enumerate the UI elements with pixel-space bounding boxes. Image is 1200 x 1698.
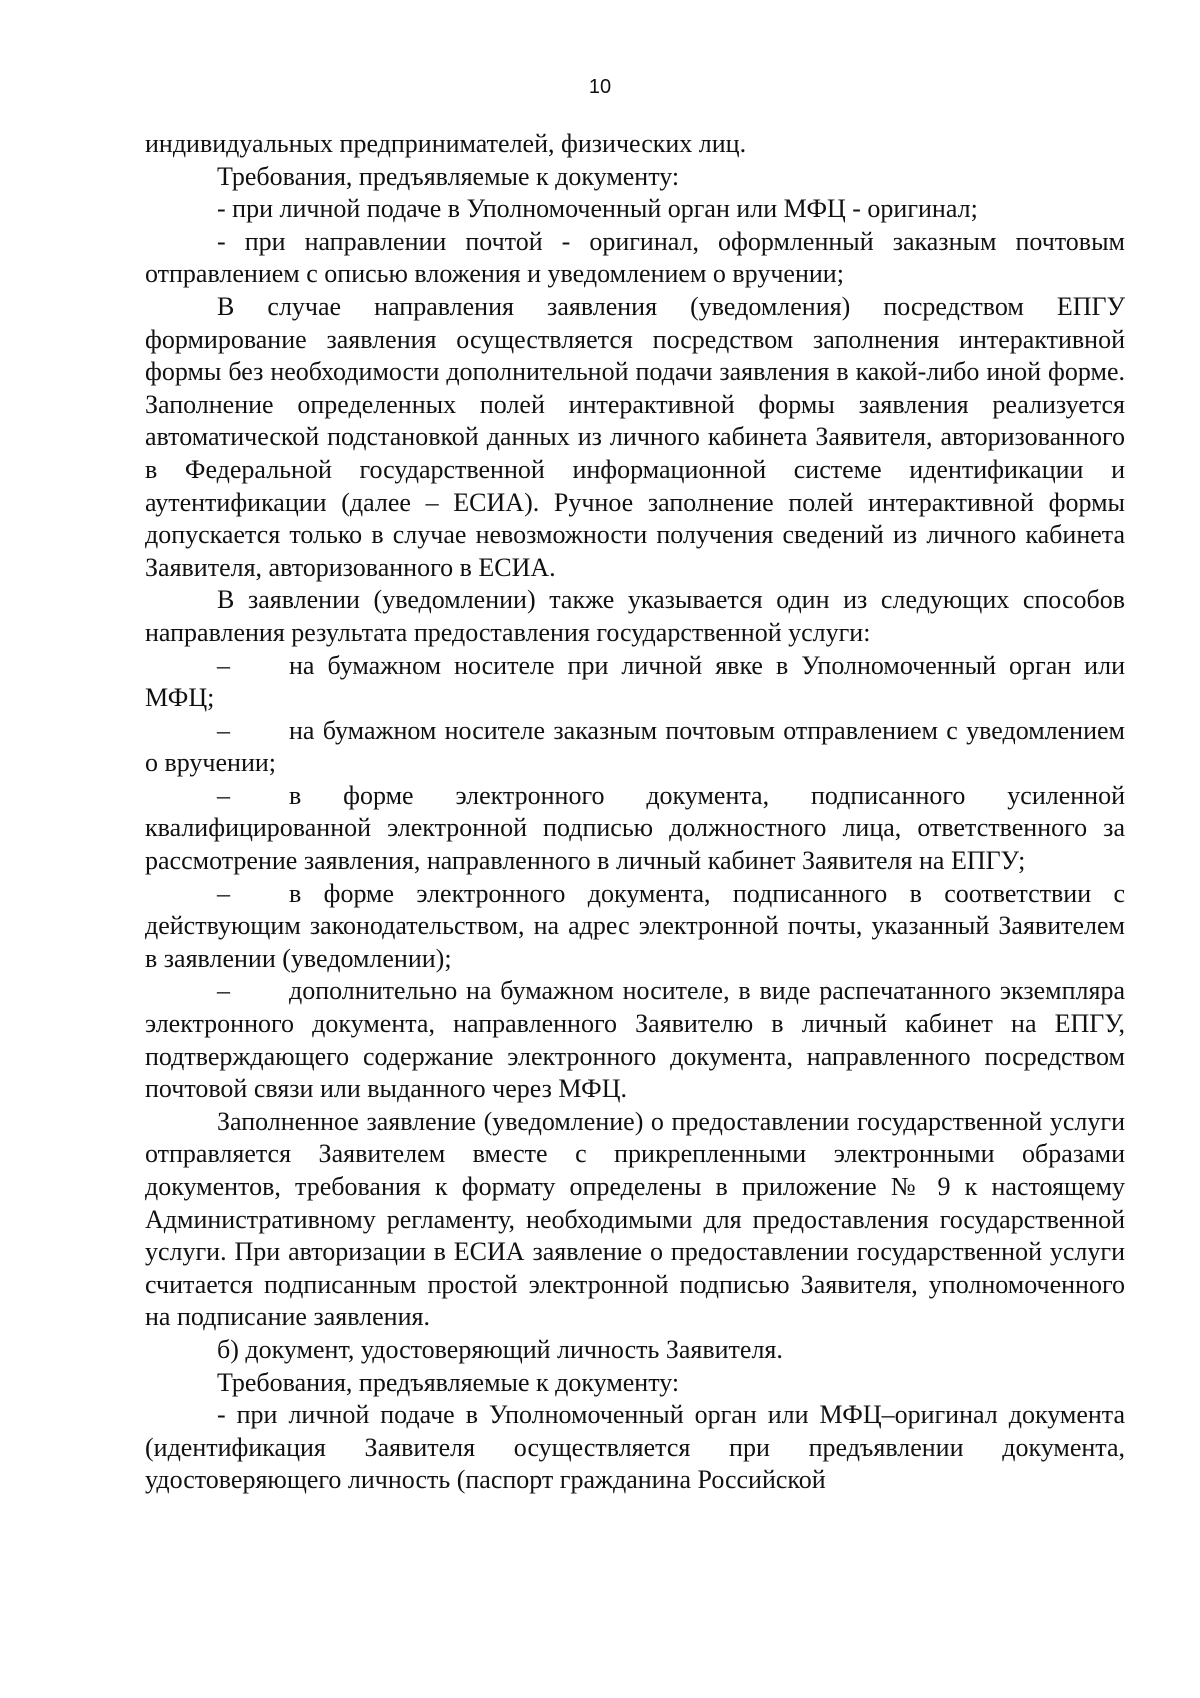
paragraph: - при личной подаче в Уполномоченный орган или МФЦ - оригинал; — [217, 194, 978, 224]
list-dash: – — [217, 715, 230, 745]
list-item-text: дополнительно на бумажном носителе, в виде распечатанного экземпляра электронного документа, направленного Заявителю в личный кабинет на ЕПГУ, подтверждающего содержание электронного документа, направленного посредством почтовой связи или выданного через МФЦ. — [145, 976, 1125, 1104]
list-item-text: в форме электронного документа, подписанного в соответствии с действующим законодательством, на адрес электронной почты, указанный Заявителем в заявлении (уведомлении); — [145, 878, 1125, 973]
document-body — [145, 128, 1125, 1497]
paragraph: Требования, предъявляемые к документу: — [217, 1367, 680, 1397]
paragraph: В заявлении (уведомлении) также указывается один из следующих способов направления результата предоставления государственной услуги: — [145, 585, 1125, 647]
list-item-text: на бумажном носителе при личной явке в Уполномоченный орган или МФЦ; — [145, 650, 1125, 713]
paragraph: б) документ, удостоверяющий личность Заявителя. — [217, 1334, 783, 1364]
list-item — [145, 878, 1125, 976]
list-dash: – — [217, 878, 230, 908]
list-item — [145, 715, 1125, 780]
paragraph: - при направлении почтой - оригинал, оформленный заказным почтовым отправлением с описью вложения и уведомлением о вручении; — [145, 226, 1125, 289]
list-dash: – — [217, 976, 230, 1006]
paragraph: Заполненное заявление (уведомление) о предоставлении государственной услуги отправляется Заявителем вместе с прикрепленными электронными образами документов, требования к формату определены в приложение № 9 к настоящему Административному регламенту, необходимыми для предоставления государственной услуги. При авторизации в ЕСИА заявление о предоставлении государственной услуги считается подписанным простой электронной подписью Заявителя, уполномоченного на подписание заявления. — [145, 1106, 1125, 1332]
list-item — [145, 975, 1125, 1105]
paragraph: - при личной подаче в Уполномоченный орган или МФЦ–оригинал документа (идентификация Заявителя осуществляется при предъявлении документа, удостоверяющего личность (паспорт гражданина Российской — [145, 1400, 1125, 1495]
paragraph: Требования, предъявляемые к документу: — [217, 161, 680, 191]
paragraph: индивидуальных предпринимателей, физических лиц. — [145, 129, 747, 158]
list-item — [145, 650, 1125, 715]
list-item-text: на бумажном носителе заказным почтовым отправлением с уведомлением о вручении; — [145, 715, 1125, 778]
page-number: 10 — [588, 76, 612, 98]
paragraph: В случае направления заявления (уведомления) посредством ЕПГУ формирование заявления осуществляется посредством заполнения интерактивной формы без необходимости дополнительной подачи заявления в какой-либо иной форме. Заполнение определенных полей интерактивной формы заявления реализуется автоматической подстановкой данных из личного кабинета Заявителя, авторизованного в Федеральной государственной информационной системе идентификации и аутентификации (далее – ЕСИА). Ручное заполнение полей интерактивной формы допускается только в случае невозможности получения сведений из личного кабинета Заявителя, авторизованного в ЕСИА. — [145, 291, 1125, 582]
list-dash: – — [217, 780, 230, 810]
list-dash: – — [217, 650, 230, 680]
list-item — [145, 780, 1125, 878]
list-item-text: в форме электронного документа, подписанного усиленной квалифицированной электронной подписью должностного лица, ответственного за рассмотрение заявления, направленного в личный кабинет Заявителя на ЕПГУ; — [145, 780, 1125, 876]
